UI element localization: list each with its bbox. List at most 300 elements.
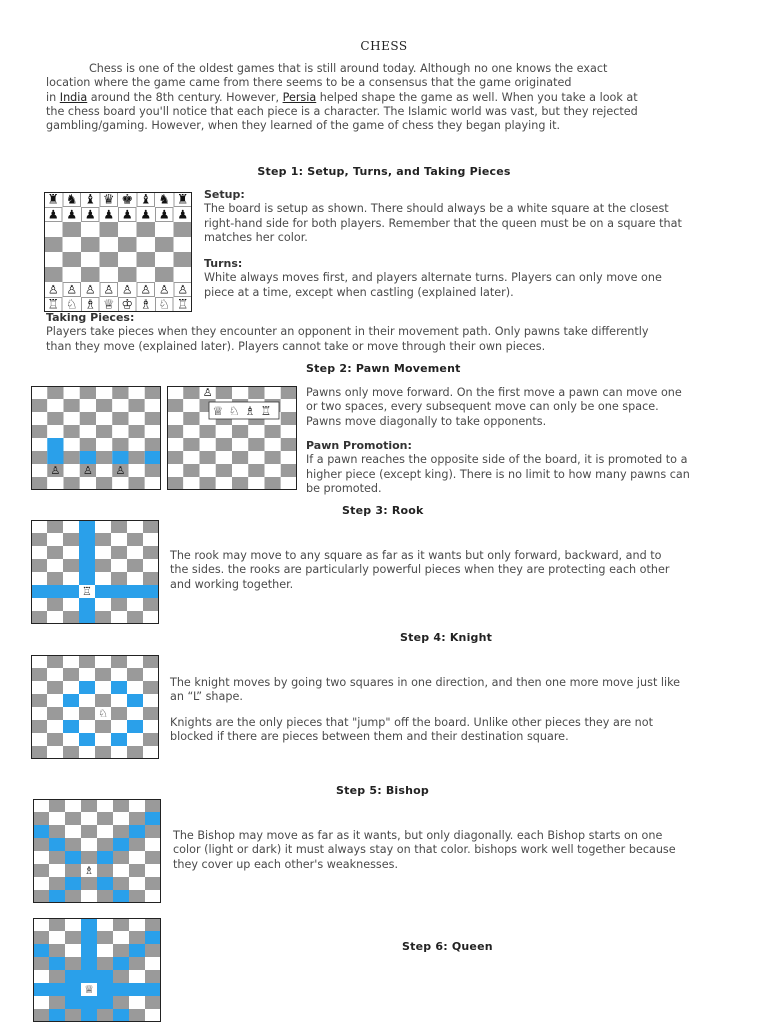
move-square — [65, 851, 81, 864]
board-square — [129, 425, 145, 438]
board-square — [33, 1009, 49, 1022]
board-square — [80, 399, 96, 412]
board-square — [96, 386, 112, 399]
board-square — [143, 598, 159, 611]
board-square — [95, 598, 111, 611]
move-square — [113, 1009, 129, 1022]
move-square — [79, 733, 95, 746]
board-square — [63, 252, 82, 267]
board-square — [63, 559, 79, 572]
board-square — [129, 890, 145, 903]
board-square — [167, 451, 183, 464]
board-square — [97, 1009, 113, 1022]
intro-line-5: gambling/gaming. However, when they learned of the game of chess they began playing it. — [46, 119, 561, 133]
board-square — [65, 890, 81, 903]
board-square — [232, 386, 248, 399]
board-square — [137, 267, 156, 282]
board-square — [33, 918, 49, 931]
board-square — [111, 546, 127, 559]
board-square — [63, 668, 79, 681]
board-square — [248, 386, 264, 399]
move-square — [95, 585, 111, 598]
white-piece-icon: ♘ — [65, 297, 78, 312]
board-square — [174, 237, 193, 252]
board-square — [65, 812, 81, 825]
board-square — [31, 425, 47, 438]
board-square — [167, 464, 183, 477]
step4-heading: Step 4: Knight — [400, 631, 493, 644]
board-square — [127, 598, 143, 611]
white-pawn-icon: ♙ — [84, 282, 96, 297]
board-square — [143, 655, 159, 668]
board-square — [265, 477, 281, 490]
board-square — [155, 222, 174, 237]
board-square — [129, 864, 145, 877]
board-square — [174, 267, 193, 282]
board-square — [96, 464, 112, 477]
board-square — [81, 812, 97, 825]
board-square — [137, 252, 156, 267]
board-square — [112, 477, 128, 490]
board-square — [33, 864, 49, 877]
rook-block — [170, 549, 740, 592]
taking-line-2: than they move (explained later). Players cannot take or move through their own pieces. — [46, 339, 546, 353]
bishop-line-3: they cover up each other's weaknesses. — [173, 857, 399, 871]
queen-icon: ♕ — [84, 983, 94, 997]
white-pawn-icon: ♙ — [202, 386, 213, 400]
pawn-block — [306, 386, 746, 429]
board-square — [118, 252, 137, 267]
black-piece-icon: ♛ — [102, 192, 115, 208]
board-square — [248, 425, 264, 438]
board-square — [47, 611, 63, 624]
pawn-line-3: Pawns move diagonally to take opponents. — [306, 414, 547, 428]
board-square — [44, 237, 63, 252]
move-square — [129, 825, 145, 838]
board-square — [49, 877, 65, 890]
board-square — [111, 520, 127, 533]
turns-line-1: White always moves first, and players alternate turns. Players can only move one — [204, 271, 662, 285]
board-square — [97, 890, 113, 903]
white-piece-icon: ♖ — [47, 297, 60, 312]
board-square — [64, 451, 80, 464]
board-square — [129, 918, 145, 931]
board-square — [81, 890, 97, 903]
board-square — [111, 707, 127, 720]
black-pawn-icon: ♟ — [158, 207, 170, 222]
board-square — [167, 425, 183, 438]
board-square — [137, 237, 156, 252]
intro-line-3: in India around the 8th century. However, Persia helped shape the game as well. When you take a look at — [46, 90, 638, 104]
board-square — [127, 681, 143, 694]
pawn-move-board-diagram — [31, 386, 161, 490]
promotion-choice-icon: ♕ — [212, 404, 224, 418]
turns-block — [204, 257, 744, 300]
board-square — [127, 520, 143, 533]
board-square — [33, 957, 49, 970]
board-square — [167, 477, 183, 490]
move-square — [143, 585, 159, 598]
rook-line-3: and working together. — [170, 577, 294, 591]
board-square — [111, 559, 127, 572]
board-square — [232, 425, 248, 438]
white-pawn-icon: ♙ — [50, 464, 61, 478]
board-square — [248, 464, 264, 477]
rook-icon: ♖ — [82, 585, 92, 599]
board-square — [65, 931, 81, 944]
move-square — [49, 983, 65, 996]
board-square — [44, 252, 63, 267]
move-square — [47, 438, 63, 451]
board-square — [145, 970, 161, 983]
board-square — [143, 681, 159, 694]
board-square — [118, 237, 137, 252]
board-square — [145, 890, 161, 903]
board-square — [111, 694, 127, 707]
board-square — [47, 559, 63, 572]
knight-line-4: blocked if there are pieces between them and their destination square. — [170, 730, 569, 744]
board-square — [31, 598, 47, 611]
move-square — [81, 944, 97, 957]
board-square — [113, 918, 129, 931]
board-square — [63, 611, 79, 624]
board-square — [63, 733, 79, 746]
board-square — [49, 970, 65, 983]
board-square — [143, 746, 159, 759]
white-piece-icon: ♔ — [121, 297, 134, 312]
move-square — [49, 957, 65, 970]
promotion-line-2: higher piece (except king). There is no limit to how many pawns can — [306, 467, 690, 481]
board-square — [95, 559, 111, 572]
board-square — [216, 425, 232, 438]
step2-heading: Step 2: Pawn Movement — [306, 362, 461, 375]
board-square — [129, 931, 145, 944]
board-square — [113, 851, 129, 864]
board-square — [145, 799, 161, 812]
white-piece-icon: ♗ — [84, 297, 97, 312]
board-square — [95, 572, 111, 585]
board-square — [33, 877, 49, 890]
move-square — [49, 838, 65, 851]
board-square — [143, 668, 159, 681]
board-square — [97, 944, 113, 957]
move-square — [79, 546, 95, 559]
board-square — [145, 412, 161, 425]
board-square — [111, 668, 127, 681]
knight-icon: ♘ — [98, 707, 108, 721]
board-square — [64, 412, 80, 425]
board-square — [127, 611, 143, 624]
board-square — [31, 572, 47, 585]
board-square — [113, 864, 129, 877]
move-square — [79, 572, 95, 585]
board-square — [145, 838, 161, 851]
board-square — [47, 412, 63, 425]
board-square — [63, 222, 82, 237]
white-pawn-icon: ♙ — [66, 282, 78, 297]
board-square — [81, 838, 97, 851]
promotion-block — [306, 439, 746, 496]
board-square — [63, 267, 82, 282]
black-piece-icon: ♞ — [65, 192, 78, 208]
setup-label: Setup: — [204, 188, 245, 201]
move-square — [113, 957, 129, 970]
board-square — [137, 222, 156, 237]
board-square — [31, 438, 47, 451]
board-square — [145, 464, 161, 477]
setup-board-diagram — [44, 192, 192, 312]
board-square — [281, 412, 297, 425]
board-square — [129, 877, 145, 890]
board-square — [216, 438, 232, 451]
knight-line-3: Knights are the only pieces that "jump" off the board. Unlike other pieces they are not — [170, 716, 653, 729]
board-square — [129, 438, 145, 451]
board-square — [145, 438, 161, 451]
board-square — [65, 825, 81, 838]
board-square — [31, 720, 47, 733]
board-square — [64, 425, 80, 438]
board-square — [95, 733, 111, 746]
board-square — [33, 970, 49, 983]
board-square — [127, 559, 143, 572]
board-square — [81, 799, 97, 812]
intro-paragraph — [46, 62, 736, 133]
board-square — [63, 520, 79, 533]
board-square — [79, 707, 95, 720]
board-square — [64, 464, 80, 477]
board-square — [200, 425, 216, 438]
board-square — [47, 572, 63, 585]
board-square — [111, 572, 127, 585]
board-square — [95, 520, 111, 533]
board-square — [143, 733, 159, 746]
board-square — [95, 681, 111, 694]
board-square — [33, 890, 49, 903]
move-square — [145, 812, 161, 825]
board-square — [31, 707, 47, 720]
board-square — [111, 611, 127, 624]
rook-line-2: the sides. the rooks are particularly powerful pieces when they are protecting each other — [170, 563, 670, 577]
move-square — [80, 451, 96, 464]
board-square — [112, 438, 128, 451]
intro-line-1: Chess is one of the oldest games that is still around today. Although no one knows the exact — [89, 62, 608, 75]
board-square — [127, 733, 143, 746]
board-square — [33, 931, 49, 944]
board-square — [232, 464, 248, 477]
board-square — [112, 386, 128, 399]
board-square — [65, 944, 81, 957]
board-square — [129, 412, 145, 425]
board-square — [65, 864, 81, 877]
board-square — [265, 464, 281, 477]
board-square — [113, 825, 129, 838]
move-square — [111, 681, 127, 694]
board-square — [31, 655, 47, 668]
intro-line-4: the chess board you'll notice that each piece is a character. The Islamic world was vast, but they rejected — [46, 104, 638, 118]
board-square — [31, 533, 47, 546]
black-pawn-icon: ♟ — [177, 207, 189, 222]
board-square — [79, 694, 95, 707]
board-square — [79, 668, 95, 681]
board-square — [81, 267, 100, 282]
board-square — [81, 877, 97, 890]
board-square — [31, 559, 47, 572]
setup-line-2: right-hand side for both players. Remember that the queen must be on a square that — [204, 216, 682, 230]
board-square — [63, 598, 79, 611]
board-square — [97, 825, 113, 838]
white-pawn-icon: ♙ — [140, 282, 152, 297]
board-square — [118, 267, 137, 282]
board-square — [281, 399, 297, 412]
taking-label: Taking Pieces: — [46, 311, 135, 324]
board-square — [129, 477, 145, 490]
board-square — [96, 425, 112, 438]
board-square — [113, 944, 129, 957]
board-square — [143, 533, 159, 546]
board-square — [47, 399, 63, 412]
promotion-line-1: If a pawn reaches the opposite side of the board, it is promoted to a — [306, 453, 688, 467]
board-square — [95, 668, 111, 681]
white-pawn-icon: ♙ — [158, 282, 170, 297]
board-square — [145, 425, 161, 438]
board-square — [281, 451, 297, 464]
board-square — [33, 996, 49, 1009]
board-square — [63, 546, 79, 559]
move-square — [63, 720, 79, 733]
move-square — [127, 694, 143, 707]
board-square — [49, 944, 65, 957]
board-square — [145, 877, 161, 890]
board-square — [31, 412, 47, 425]
board-square — [63, 655, 79, 668]
board-square — [111, 746, 127, 759]
move-square — [145, 931, 161, 944]
board-square — [113, 812, 129, 825]
board-square — [47, 707, 63, 720]
board-square — [111, 533, 127, 546]
board-square — [281, 386, 297, 399]
board-square — [143, 707, 159, 720]
board-square — [145, 957, 161, 970]
board-square — [143, 559, 159, 572]
india-link[interactable]: India — [59, 90, 88, 104]
board-square — [183, 399, 199, 412]
board-square — [64, 399, 80, 412]
board-square — [145, 996, 161, 1009]
board-square — [155, 237, 174, 252]
move-square — [111, 733, 127, 746]
board-square — [96, 477, 112, 490]
board-square — [167, 399, 183, 412]
move-square — [97, 996, 113, 1009]
board-square — [79, 720, 95, 733]
board-square — [31, 451, 47, 464]
knight-block — [170, 676, 740, 705]
board-square — [113, 877, 129, 890]
persia-link[interactable]: Persia — [282, 90, 317, 104]
board-square — [31, 668, 47, 681]
move-square — [127, 720, 143, 733]
board-square — [97, 918, 113, 931]
step6-heading: Step 6: Queen — [402, 940, 493, 953]
board-square — [281, 438, 297, 451]
board-square — [64, 477, 80, 490]
board-square — [216, 386, 232, 399]
move-square — [113, 838, 129, 851]
setup-line-1: The board is setup as shown. There should always be a white square at the closest — [204, 202, 669, 216]
board-square — [47, 546, 63, 559]
step5-heading: Step 5: Bishop — [336, 784, 429, 797]
board-square — [47, 655, 63, 668]
bishop-line-2: color (light or dark) it must always stay on that color. bishops work well together because — [173, 843, 676, 857]
board-square — [129, 1009, 145, 1022]
board-square — [31, 546, 47, 559]
board-square — [96, 399, 112, 412]
board-square — [265, 425, 281, 438]
board-square — [183, 412, 199, 425]
board-square — [143, 611, 159, 624]
board-square — [111, 598, 127, 611]
board-square — [183, 477, 199, 490]
board-square — [129, 386, 145, 399]
black-piece-icon: ♜ — [176, 192, 189, 208]
move-square — [81, 1009, 97, 1022]
board-square — [96, 412, 112, 425]
knight-board-diagram — [31, 655, 159, 759]
move-square — [65, 877, 81, 890]
board-square — [113, 799, 129, 812]
board-square — [47, 681, 63, 694]
move-square — [65, 996, 81, 1009]
promotion-label: Pawn Promotion: — [306, 439, 412, 452]
knight-line-1: The knight moves by going two squares in one direction, and then one more move just like — [170, 676, 681, 689]
board-square — [145, 944, 161, 957]
board-square — [80, 477, 96, 490]
white-pawn-icon: ♙ — [47, 282, 59, 297]
board-square — [65, 799, 81, 812]
board-square — [200, 464, 216, 477]
board-square — [183, 438, 199, 451]
board-square — [145, 477, 161, 490]
board-square — [95, 720, 111, 733]
black-piece-icon: ♜ — [47, 192, 60, 208]
board-square — [44, 267, 63, 282]
board-square — [100, 237, 119, 252]
board-square — [111, 720, 127, 733]
pawn-line-2: or two spaces, every subsequent move can only be one space. — [306, 400, 659, 414]
pawn-line-1: Pawns only move forward. On the first move a pawn can move one — [306, 386, 682, 399]
move-square — [97, 851, 113, 864]
move-square — [145, 451, 161, 464]
board-square — [143, 572, 159, 585]
white-pawn-icon: ♙ — [177, 282, 189, 297]
board-square — [47, 386, 63, 399]
board-square — [127, 546, 143, 559]
board-square — [49, 799, 65, 812]
board-square — [145, 386, 161, 399]
board-square — [49, 931, 65, 944]
board-square — [31, 386, 47, 399]
promotion-choice-icon: ♗ — [244, 404, 256, 418]
move-square — [81, 970, 97, 983]
board-square — [127, 707, 143, 720]
board-square — [100, 252, 119, 267]
move-square — [81, 918, 97, 931]
board-square — [129, 799, 145, 812]
page-title: CHESS — [360, 39, 408, 53]
move-square — [79, 598, 95, 611]
move-square — [112, 451, 128, 464]
